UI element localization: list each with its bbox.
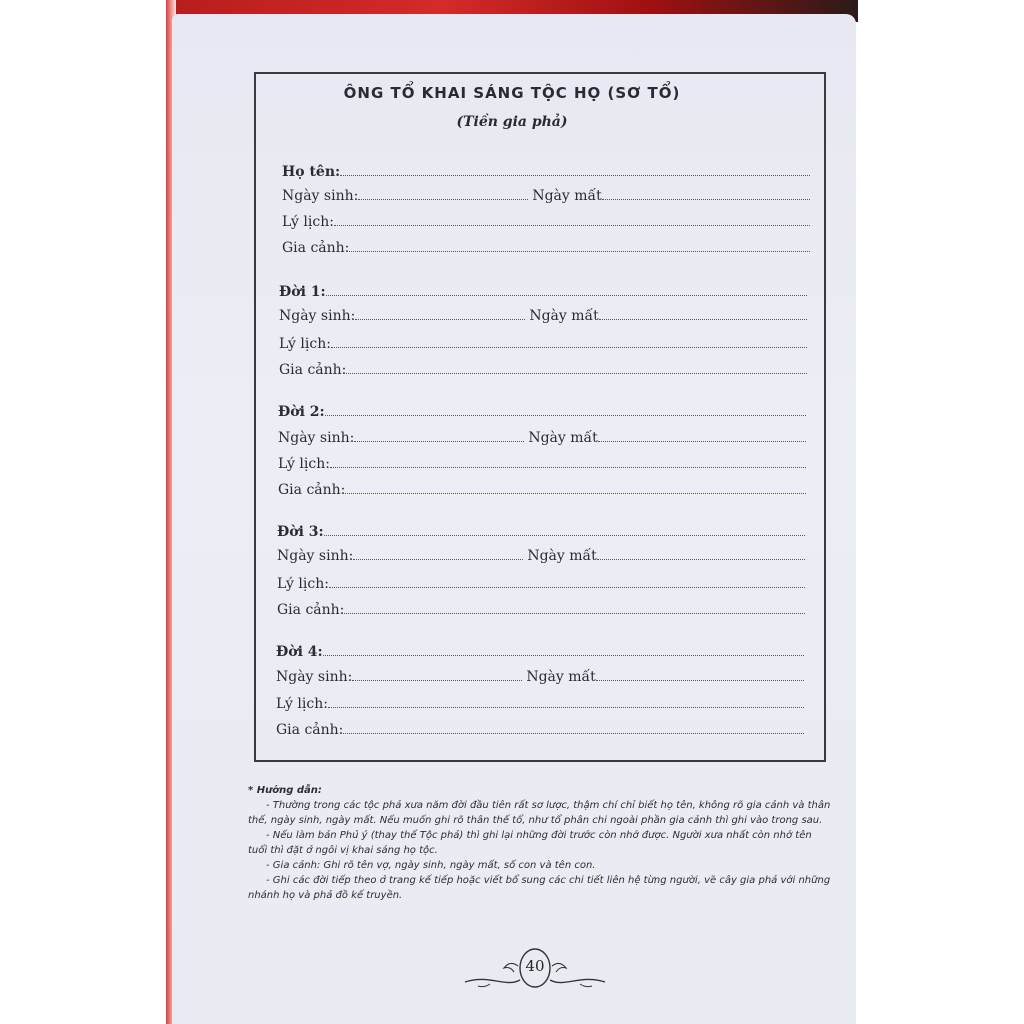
bio-label: Lý lịch: [276, 696, 328, 712]
bio-field[interactable] [330, 467, 806, 468]
instruction-line: - Thường trong các tộc phả xưa năm đời đầu tiên rất sơ lược, thậm chí chỉ biết họ tên, không rõ gia cảnh và thân thế, ngày sinh, ngày mất. Nếu muốn ghi rõ thân thế tổ, như tổ phân chi ngoài phần gia cảnh thì ghi vào trong sau. [248, 800, 831, 826]
page-number-ornament [460, 944, 610, 994]
birth-field[interactable] [353, 559, 523, 560]
bio-field[interactable] [331, 347, 807, 348]
founder-bio-row [282, 210, 810, 230]
family-label: Gia cảnh: [277, 602, 345, 618]
instruction-line: - Gia cảnh: Ghi rõ tên vợ, ngày sinh, ngày mất, số con và tên con. [266, 860, 596, 871]
family-field[interactable] [343, 733, 804, 734]
generation-bio-row [276, 692, 804, 712]
generation-name-field[interactable] [325, 415, 806, 416]
background-left [0, 0, 172, 1024]
family-field[interactable] [344, 613, 805, 614]
death-field[interactable] [598, 441, 806, 442]
family-label: Gia cảnh: [279, 362, 347, 378]
generation-bio-row [277, 572, 805, 592]
family-field[interactable] [349, 251, 810, 252]
generation-row [277, 520, 805, 540]
page-subtitle: (Tiền gia phả) [456, 114, 568, 130]
family-label: Gia cảnh: [282, 240, 350, 256]
family-field[interactable] [346, 373, 807, 374]
death-field[interactable] [602, 199, 810, 200]
death-field[interactable] [599, 319, 807, 320]
background-right [852, 0, 1024, 1024]
generation-family-row [278, 478, 806, 498]
generation-row [276, 640, 804, 660]
family-field[interactable] [345, 493, 806, 494]
page-number: 40 [525, 957, 545, 975]
generation-label: Đời 2: [278, 404, 325, 420]
bio-field[interactable] [329, 587, 805, 588]
birth-label: Ngày sinh: [276, 669, 353, 685]
birth-field[interactable] [354, 441, 524, 442]
generation-birth-row [277, 544, 805, 564]
instructions-heading: * Hướng dẫn: [248, 785, 322, 796]
generation-birth-row [276, 665, 804, 685]
generation-name-field[interactable] [324, 535, 805, 536]
birth-label: Ngày sinh: [279, 308, 356, 324]
death-field[interactable] [597, 559, 805, 560]
generation-bio-row [279, 332, 807, 352]
instruction-line: - Nếu làm bản Phủ ý (thay thế Tộc phả) thì ghi lại những đời trước còn nhớ được. Người xưa nhất còn nhớ tên tuổi thì đặt ở ngôi vị khai sáng họ tộc. [248, 830, 812, 856]
generation-bio-row [278, 452, 806, 472]
death-label: Ngày mất [529, 308, 599, 324]
instructions [248, 783, 833, 903]
founder-name-row [282, 160, 810, 180]
birth-field[interactable] [352, 680, 522, 681]
family-label: Gia cảnh: [278, 482, 346, 498]
bio-label: Lý lịch: [278, 456, 330, 472]
birth-label: Ngày sinh: [277, 548, 354, 564]
founder-family-row [282, 236, 810, 256]
generation-row [278, 400, 806, 420]
generation-label: Đời 1: [279, 284, 326, 300]
name-label: Họ tên: [282, 164, 341, 180]
death-label: Ngày mất [527, 548, 597, 564]
birth-field[interactable] [358, 199, 528, 200]
death-field[interactable] [596, 680, 804, 681]
generation-family-row [277, 598, 805, 618]
generation-label: Đời 3: [277, 524, 324, 540]
death-label: Ngày mất [532, 188, 602, 204]
birth-label: Ngày sinh: [282, 188, 359, 204]
bio-field[interactable] [328, 707, 804, 708]
generation-family-row [279, 358, 807, 378]
death-label: Ngày mất [528, 430, 598, 446]
bio-label: Lý lịch: [277, 576, 329, 592]
bio-field[interactable] [334, 225, 810, 226]
birth-label: Ngày sinh: [278, 430, 355, 446]
generation-row [279, 280, 807, 300]
page-title: ÔNG TỔ KHAI SÁNG TỘC HỌ (SƠ TỔ) [343, 84, 681, 102]
generation-birth-row [279, 304, 807, 324]
birth-field[interactable] [355, 319, 525, 320]
generation-birth-row [278, 426, 806, 446]
instruction-line: - Ghi các đời tiếp theo ở trang kế tiếp hoặc viết bổ sung các chi tiết liên hệ từng người, vẽ cây gia phả với những nhánh họ và phả đồ kế truyền. [248, 875, 831, 901]
founder-birth-row [282, 184, 810, 204]
generation-family-row [276, 718, 804, 738]
generation-name-field[interactable] [326, 295, 807, 296]
family-label: Gia cảnh: [276, 722, 344, 738]
name-field[interactable] [340, 175, 810, 176]
bio-label: Lý lịch: [279, 336, 331, 352]
bio-label: Lý lịch: [282, 214, 334, 230]
death-label: Ngày mất [526, 669, 596, 685]
generation-label: Đời 4: [276, 644, 323, 660]
generation-name-field[interactable] [323, 655, 804, 656]
